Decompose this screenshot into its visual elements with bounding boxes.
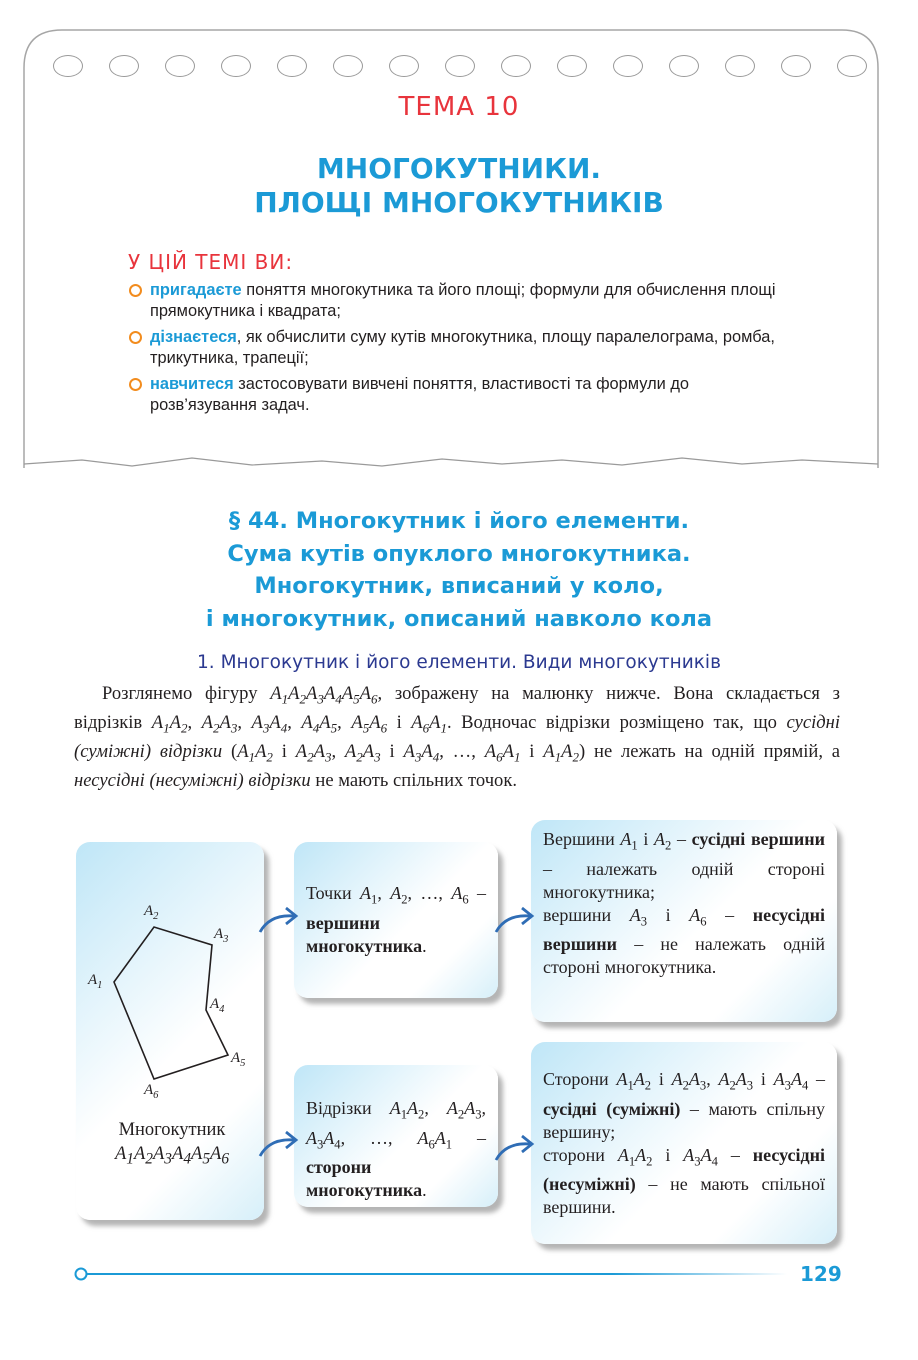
vertex-label-a3: $A_3$ [214,926,229,945]
binder-hole [781,55,811,77]
goal-item [128,280,788,322]
para-italic: несусідні (несуміжні) відрізки [74,770,311,792]
binder-hole [613,55,643,77]
caption-formula: $A_1A_2A_3A_4A_5A_6$ [114,1144,230,1168]
binder-hole [389,55,419,77]
binder-hole [333,55,363,77]
box-text: вершини [543,904,630,925]
sides-definition-box: Відрізки $A_1A_2$, $A_2A_3$, $A_3A_4$, …, $A_6A_1$ – сторони многокутника. [294,1065,498,1207]
arrow-right-icon [492,900,538,940]
vertex-label-a1: $A_1$ [88,972,103,991]
caption-word: Многокутник [118,1120,226,1140]
para-text: Розглянемо фігуру [102,683,271,704]
box-text: – [808,1069,826,1089]
para-text: не мають спільних точок. [310,770,518,792]
page-number: 129 [800,1262,842,1286]
arrow-right-icon [492,1128,538,1168]
theme-number: ТЕМА 10 [398,92,520,122]
box-bold: несусідні вершини [543,904,825,955]
binder-hole [109,55,139,77]
binder-hole [557,55,587,77]
box-text: – належать одній стороні многокутника; [543,858,825,902]
goals-heading: У ЦІЙ ТЕМІ ВИ: [128,250,294,274]
box-bold: сторони многокутника [306,1157,423,1201]
goal-text: , як обчислити суму кутів многокутника, площу паралелограма, ромба, трикутника, трапеції; [150,328,775,367]
vertex-label-a2: $A_2$ [144,903,159,922]
vertices-definition-box: Точки $A_1$, $A_2$, …, $A_6$ – вершини многокутника. [294,842,498,998]
goal-keyword: навчитеся [150,375,234,393]
box-text: Точки [306,883,361,903]
box-text: – не мають спільної вершини. [543,1174,825,1218]
goal-keyword: дізнаєтеся [150,328,237,346]
binder-hole [669,55,699,77]
box-text: Вершини [543,829,621,849]
binder-hole [277,55,307,77]
section-title-line: і многокутник, описаний навколо кола [205,605,713,632]
para-text: не лежать на одній прямій, а [585,741,841,763]
binder-hole [53,55,83,77]
binder-hole [445,55,475,77]
box-bold: несусідні (несуміжні) [543,1144,826,1195]
circle-bullet-icon [129,284,142,297]
theme-title [0,152,918,220]
binder-hole [725,55,755,77]
box-text: сторони [543,1144,618,1165]
section-title-line: Сума кутів опуклого многокутника. [227,540,691,567]
box-bold: сусідні (суміжні) [543,1098,681,1119]
box-text: – [468,883,487,903]
section-title [0,505,918,635]
binder-hole [221,55,251,77]
box-text: . [422,935,427,956]
box-bold: сусідні вершини [691,829,825,849]
goal-keyword: пригадаєте [150,281,242,299]
box-text: – [671,829,692,849]
goal-text: поняття многокутника та його площі; формули для обчислення площі прямокутника і квадрата; [150,281,776,320]
box-text: – не належать одній стороні многокутника. [543,934,825,978]
footer-line [72,1264,792,1284]
vertex-label-a6: $A_6$ [144,1082,159,1101]
adjacent-sides-box: Сторони $A_1A_2$ і $A_2A_3$, $A_2A_3$ і $A_3A_4$ – сусідні (суміжні) – мають спільну вершину; сторони $A_1A_2$ і $A_3A_4$ – несусідні (несуміжні) – не мають спільної вершини. [531,1042,837,1244]
para-text: і [387,712,412,734]
binder-hole [165,55,195,77]
binder-hole [501,55,531,77]
box-text: – [452,1127,486,1148]
para-italic: сусідні (суміжні) відрізки [74,712,841,763]
section-title-line: § 44. Многокутник і його елементи. [228,508,690,534]
box-text: – мають спільну вершину; [543,1098,825,1142]
box-text: – [706,904,753,925]
box-text: Сторони [543,1069,617,1089]
para-text: . Водночас відрізки розміщено так, що [447,712,787,734]
arrow-right-icon [256,900,302,940]
circle-bullet-icon [129,378,142,391]
goal-text: застосовувати вивчені поняття, властивості та формули до розв’язування задач. [150,375,690,414]
box-bold: вершини многокутника [306,912,423,956]
box-text: і [647,904,690,925]
subsection-heading: 1. Многокутник і його елементи. Види многокутників [197,652,721,673]
theme-title-line: МНОГОКУТНИКИ. [316,152,602,185]
section-title-line: Многокутник, вписаний у коло, [254,573,664,599]
goals-list [128,280,788,421]
hexagon-drawing [76,842,264,1122]
vertex-label-a4: $A_4$ [210,996,225,1015]
theme-title-line: ПЛОЩІ МНОГОКУТНИКІВ [254,186,664,219]
binder-hole [837,55,867,77]
box-text: – [717,1144,753,1165]
adjacent-vertices-box: Вершини $A_1$ і $A_2$ – сусідні вершини – належать одній стороні многокутника; вершини $A_3$ і $A_6$ – несусідні вершини – не належать одній стороні многокутника. [531,820,837,1022]
polygon-caption [88,1118,256,1172]
intro-paragraph: Розглянемо фігуру $A_1A_2A_3A_4A_5A_6$, зображену на малюнку нижче. Вона складається з відрізків $A_1A_2$, $A_2A_3$, $A_3A_4$, $A_4A_5$, $A_5A_6$ і $A_6A_1$. Водночас відрізки розміщено так, що сусідні (суміжні) відрізки ($A_1A_2$ і $A_2A_3$, $A_2A_3$ і $A_3A_4$, …, $A_6A_1$ і $A_1A_2$) не лежать на одній прямій, а несусідні (несуміжні) відрізки не мають спільних точок. [74,683,841,792]
circle-bullet-icon [129,331,142,344]
vertex-label-a5: $A_5$ [231,1050,246,1069]
box-text: . [422,1180,427,1201]
goal-item [128,327,788,369]
arrow-right-icon [256,1124,302,1164]
para-text: , зображену на малюнку нижче. Вона складається з відрізків [74,683,840,734]
box-text: і [637,829,655,849]
box-text: Відрізки [306,1098,390,1118]
goal-item [128,374,788,416]
